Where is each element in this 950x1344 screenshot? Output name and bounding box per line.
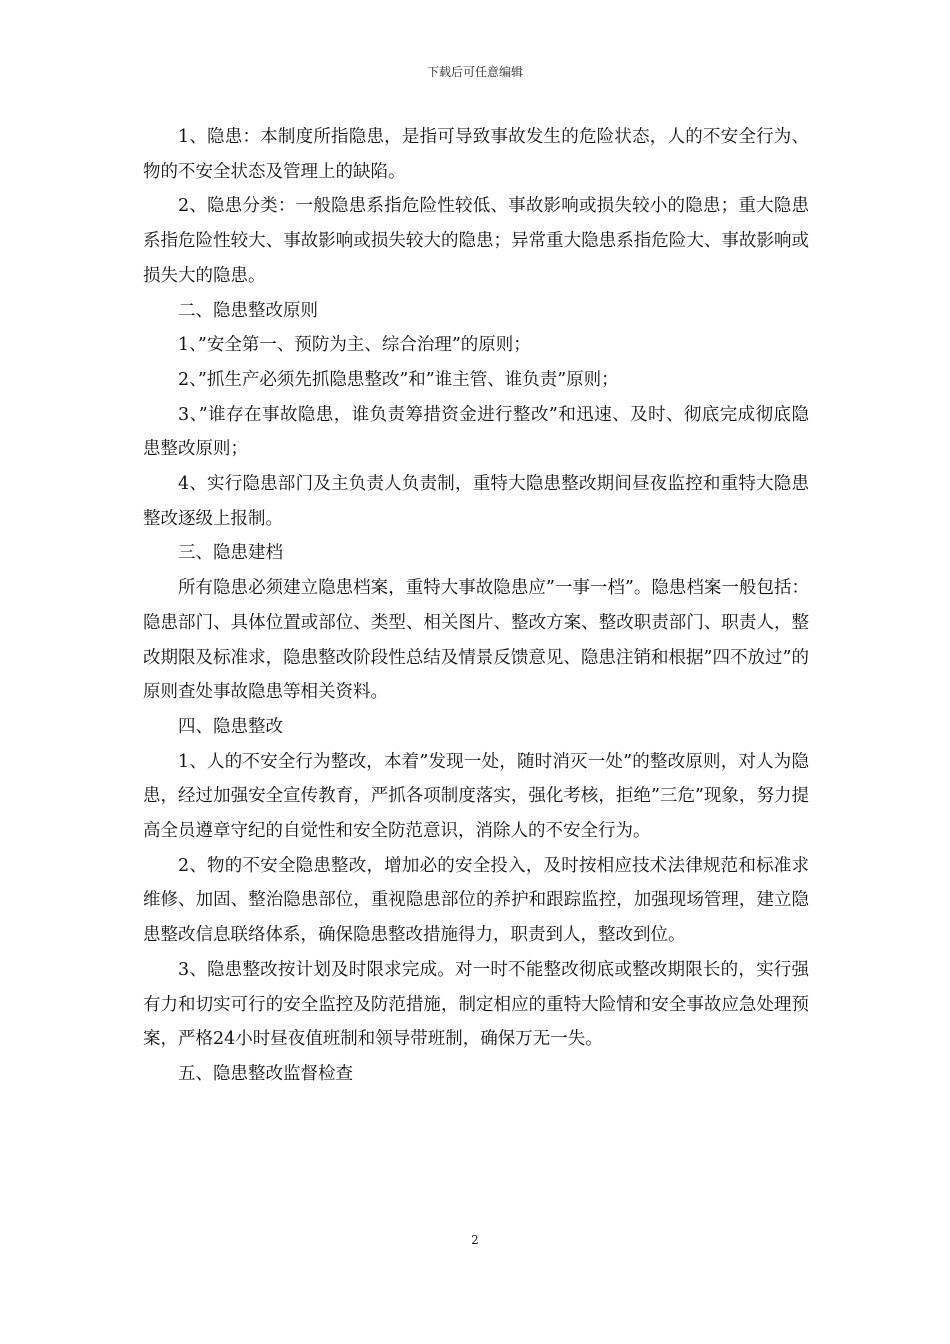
document-body — [143, 120, 809, 1092]
section-heading-hazard-rectification: 四、隐患整改 — [178, 716, 283, 737]
paragraph-hazard-classification: 2、隐患分类：一般隐患系指危险性较低、事故影响或损失较小的隐患；重大隐患系指危险性较大、事故影响或损失较大的隐患；异常重大隐患系指危险大、事故影响或损失大的隐患。 — [143, 196, 809, 286]
section-heading-hazard-records: 三、隐患建档 — [178, 543, 283, 564]
section-heading-supervision: 五、隐患整改监督检查 — [178, 1063, 353, 1084]
paragraph-hazard-definition: 1、隐患：本制度所指隐患，是指可导致事故发生的危险状态，人的不安全行为、物的不安全状态及管理上的缺陷。 — [143, 127, 809, 182]
paragraph-rectification-1: 1、人的不安全行为整改，本着”发现一处，随时消灭一处”的整改原则，对人为隐患，经过加强安全宣传教育，严抓各项制度落实，强化考核，拒绝”三危”现象，努力提高全员遵章守纪的自觉性和安全防范意识，消除人的不安全行为。 — [143, 751, 809, 842]
paragraph-principle-4: 4、实行隐患部门及主负责人负责制，重特大隐患整改期间昼夜监控和重特大隐患整改逐级上报制。 — [143, 474, 809, 529]
paragraph-principle-1: 1、”安全第一、预防为主、综合治理”的原则； — [178, 335, 531, 356]
section-heading-rectification-principles: 二、隐患整改原则 — [178, 300, 318, 321]
paragraph-principle-3: 3、”谁存在事故隐患，谁负责筹措资金进行整改”和迅速、及时、彻底完成彻底隐患整改原则； — [143, 404, 809, 460]
page-number: 2 — [471, 1233, 479, 1247]
paragraph-rectification-2: 2、物的不安全隐患整改，增加必的安全投入，及时按相应技术法律规范和标准求维修、加固、整治隐患部位，重视隐患部位的养护和跟踪监控，加强现场管理，建立隐患整改信息联络体系，确保隐患整改措施得力，职责到人，整改到位。 — [143, 855, 809, 946]
paragraph-hazard-records: 所有隐患必须建立隐患档案，重特大事故隐患应”一事一档”。隐患档案一般包括：隐患部门、具体位置或部位、类型、相关图片、整改方案、整改职责部门、职责人，整改期限及标准求，隐患整改阶段性总结及情景反馈意见、隐患注销和根据”四不放过”的原则查处事故隐患等相关资料。 — [143, 578, 809, 703]
paragraph-rectification-3: 3、隐患整改按计划及时限求完成。对一时不能整改彻底或整改期限长的，实行强有力和切实可行的安全监控及防范措施，制定相应的重特大险情和安全事故应急处理预案，严格24小时昼夜值班制和领导带班制，确保万无一失。 — [143, 959, 809, 1050]
header-note: 下载后可任意编辑 — [426, 65, 523, 79]
paragraph-principle-2: 2、”抓生产必须先抓隐患整改”和”谁主管、谁负责”原则； — [178, 369, 619, 390]
